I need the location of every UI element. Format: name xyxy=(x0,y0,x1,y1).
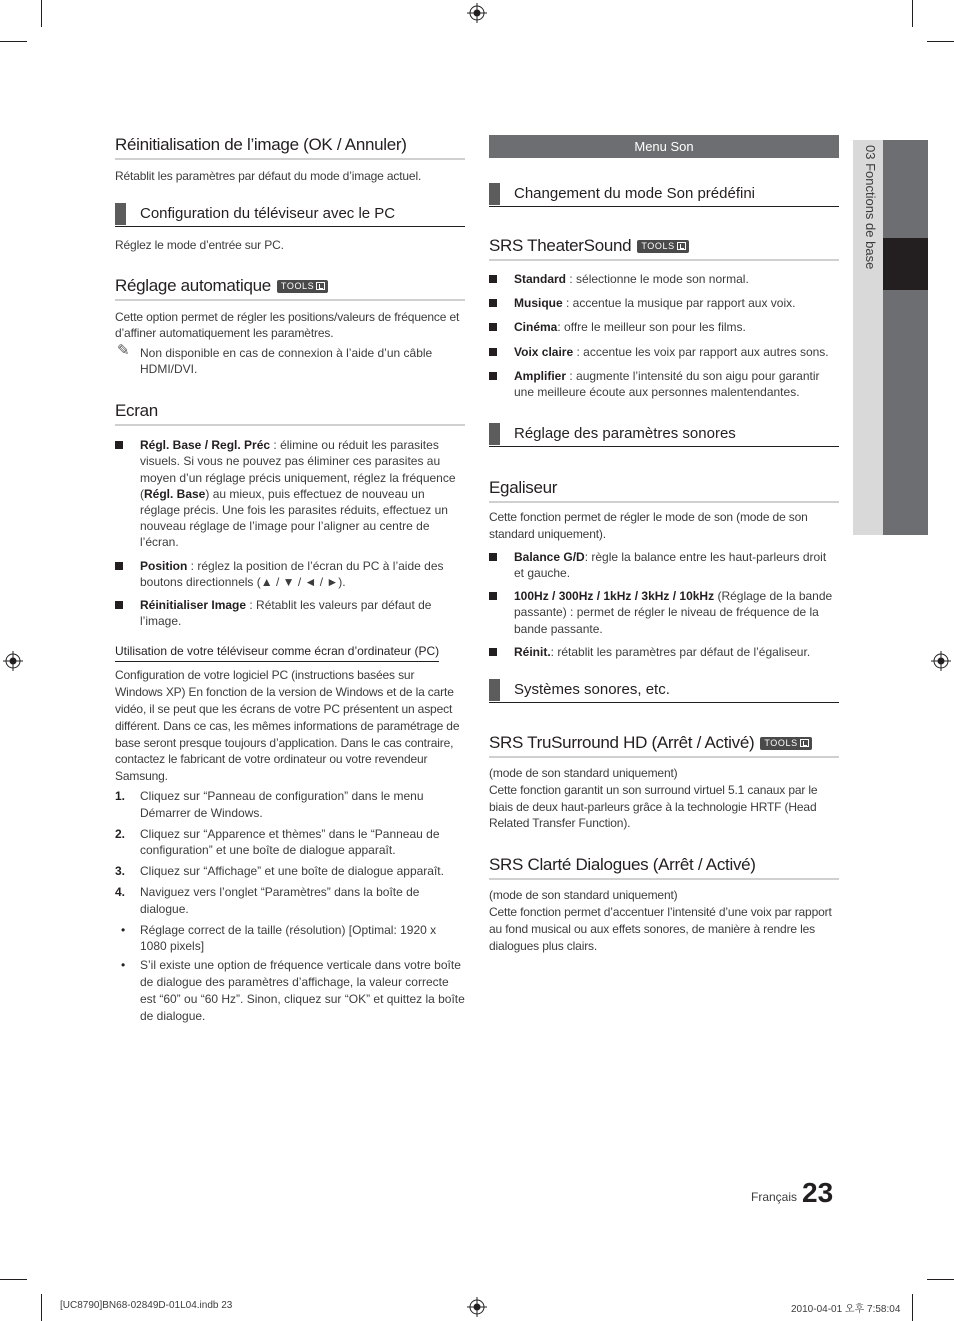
list-item: Régl. Base / Regl. Préc : élimine ou réduit les parasites visuels. Si vous ne pouvez pas éliminer ces parasites au moyen d’un réglage précis uniquement, réglez la fréquence (Régl. Base) au mieux, puis effectuez de nouveau un réglage précis. Une fois les parasites réduits, effectuez un nouveau réglage de l’image pour l’aligner au centre de l’écran. xyxy=(115,437,465,550)
page-number: 23 xyxy=(802,1177,834,1208)
list-item: Réinitialiser Image : Rétablit les valeurs par défaut de l’image. xyxy=(115,597,465,629)
section-title: SRS Clarté Dialogues (Arrêt / Activé) xyxy=(489,855,839,880)
crop-mark xyxy=(41,0,42,27)
tools-icon xyxy=(800,739,809,747)
footer-language: Français xyxy=(751,1190,798,1204)
tools-icon xyxy=(677,242,686,250)
list-item: Standard : sélectionne le mode son normal. xyxy=(489,271,839,287)
registration-mark-icon xyxy=(931,651,951,671)
section-title: Ecran xyxy=(115,401,465,426)
square-bullet-icon xyxy=(489,592,497,600)
bullet-list xyxy=(115,437,465,629)
section-title xyxy=(115,276,465,301)
left-column xyxy=(115,135,465,1026)
print-slug: [UC8790]BN68-02849D-01L04.indb 23 xyxy=(60,1300,233,1311)
list-item: Amplifier : augmente l’intensité du son aigu pour garantir une meilleure écoute aux personnes malentendantes. xyxy=(489,368,839,400)
list-item: 1. Cliquez sur “Panneau de configuration” dans le menu Démarrer de Windows. xyxy=(115,789,424,820)
section-text: Cette fonction permet de régler le mode de son (mode de son standard uniquement). xyxy=(489,510,808,542)
bullet-list xyxy=(489,549,839,660)
tools-badge: TOOLS xyxy=(277,280,328,293)
section-text: Rétablit les paramètres par défaut du mode d’image actuel. xyxy=(115,169,422,183)
section-title-text: SRS TheaterSound xyxy=(489,236,632,255)
pencil-note-icon: ✎ xyxy=(117,342,130,360)
list-item: • S’il existe une option de fréquence verticale dans votre boîte de dialogue des paramètres d’affichage, la valeur correcte est “60” ou “60 Hz”. Sinon, cliquez sur “OK” et quittez la boîte de dialogue. xyxy=(121,958,465,1023)
list-item: Voix claire : accentue les voix par rapport aux autres sons. xyxy=(489,344,839,360)
subsection-title: Réglage des paramètres sonores xyxy=(489,422,839,447)
crop-mark xyxy=(927,41,954,42)
crop-mark xyxy=(41,1294,42,1321)
list-item: • Réglage correct de la taille (résolution) [Optimal: 1920 x 1080 pixels] xyxy=(121,922,437,954)
section-text: Configuration de votre logiciel PC (instructions basées sur Windows XP) En fonction de la version de Windows et de la carte vidéo, il se peut que les écrans de votre PC présentent un aspect différent. Dans ce cas, les mêmes informations de paramétrage de base seront presque toujours d’application. Dans le cas contraire, contactez le fabricant de votre ordinateur ou votre revendeur Samsung. xyxy=(115,668,460,784)
list-item: Réinit.: rétablit les paramètres par défaut de l’égaliseur. xyxy=(489,644,839,660)
crop-mark xyxy=(927,1279,954,1280)
section-text: Cette fonction garantit un son surround virtuel 5.1 canaux par le biais de deux haut-parleurs grâce à la technologie HRTF (Head Related Transfer Function). xyxy=(489,782,818,831)
menu-band: Menu Son xyxy=(489,135,839,158)
crop-mark xyxy=(912,0,913,27)
list-item: 3. Cliquez sur “Affichage” et une boîte de dialogue apparaît. xyxy=(115,864,444,879)
crop-mark xyxy=(0,41,27,42)
square-bullet-icon xyxy=(115,441,123,449)
section-text: (mode de son standard uniquement) xyxy=(489,888,678,903)
note-text: Non disponible en cas de connexion à l’aide d’un câble HDMI/DVI. xyxy=(140,346,433,376)
section-title: Egaliseur xyxy=(489,478,839,503)
tools-badge: TOOLS xyxy=(760,737,811,750)
registration-mark-icon xyxy=(467,1297,487,1317)
list-item: Position : réglez la position de l’écran du PC à l’aide des boutons directionnels (▲ / ▼ / ◄ / ►). xyxy=(115,558,465,590)
subsection-title: Changement du mode Son prédéfini xyxy=(489,182,839,207)
chapter-tab-marker xyxy=(883,238,928,290)
list-item: 100Hz / 300Hz / 1kHz / 3kHz / 10kHz (Réglage de la bande passante) : permet de régler le niveau de fréquence de la bande passante. xyxy=(489,588,839,637)
subsection-title: Configuration du téléviseur avec le PC xyxy=(115,202,465,227)
chapter-tab-band xyxy=(883,140,928,535)
list-item: 4. Naviguez vers l’onglet “Paramètres” dans la boîte de dialogue. xyxy=(115,884,420,916)
bullet-list xyxy=(489,271,839,400)
crop-mark xyxy=(0,1279,27,1280)
square-bullet-icon xyxy=(489,323,497,331)
subsection-title-underlined: Utilisation de votre téléviseur comme écran d’ordinateur (PC) xyxy=(115,644,439,662)
list-item: Musique : accentue la musique par rapport aux voix. xyxy=(489,295,839,311)
square-bullet-icon xyxy=(115,562,123,570)
square-bullet-icon xyxy=(489,348,497,356)
crop-mark xyxy=(912,1294,913,1321)
print-timestamp: 2010-04-01 오후 7:58:04 xyxy=(791,1304,901,1315)
square-bullet-icon xyxy=(489,372,497,380)
section-text: Cette option permet de régler les positions/valeurs de fréquence et d’affiner automatiquement les paramètres. xyxy=(115,309,460,341)
square-bullet-icon xyxy=(489,275,497,283)
list-item: 2. Cliquez sur “Apparence et thèmes” dans le “Panneau de configuration” et une boîte de dialogue apparaît. xyxy=(115,826,440,858)
registration-mark-icon xyxy=(467,3,487,23)
subsection-title: Systèmes sonores, etc. xyxy=(489,678,839,703)
square-bullet-icon xyxy=(115,601,123,609)
section-title: Réinitialisation de l’image (OK / Annuler) xyxy=(115,135,465,160)
registration-mark-icon xyxy=(3,651,23,671)
section-title-text: SRS TruSurround HD (Arrêt / Activé) xyxy=(489,733,755,753)
section-title xyxy=(489,236,839,261)
chapter-tab-label: 03 Fonctions de base xyxy=(863,145,878,270)
section-text: Cette fonction permet d’accentuer l’intensité d’une voix par rapport au fond musical ou aux effets sonores, de manière à rendre les dialogues plus clairs. xyxy=(489,905,832,953)
tools-icon xyxy=(316,282,325,290)
section-title xyxy=(489,733,839,758)
dot-list xyxy=(115,922,465,1025)
right-column xyxy=(489,135,839,954)
section-text: (mode de son standard uniquement) xyxy=(489,766,678,781)
square-bullet-icon xyxy=(489,553,497,561)
section-title-text: Réglage automatique xyxy=(115,275,271,295)
list-item: Balance G/D: règle la balance entre les haut-parleurs droit et gauche. xyxy=(489,549,839,581)
square-bullet-icon xyxy=(489,299,497,307)
list-item: Cinéma: offre le meilleur son pour les films. xyxy=(489,319,839,335)
note xyxy=(115,342,465,377)
square-bullet-icon xyxy=(489,648,497,656)
numbered-list xyxy=(115,788,465,918)
tools-badge: TOOLS xyxy=(637,240,688,253)
section-text: Réglez le mode d’entrée sur PC. xyxy=(115,237,284,252)
